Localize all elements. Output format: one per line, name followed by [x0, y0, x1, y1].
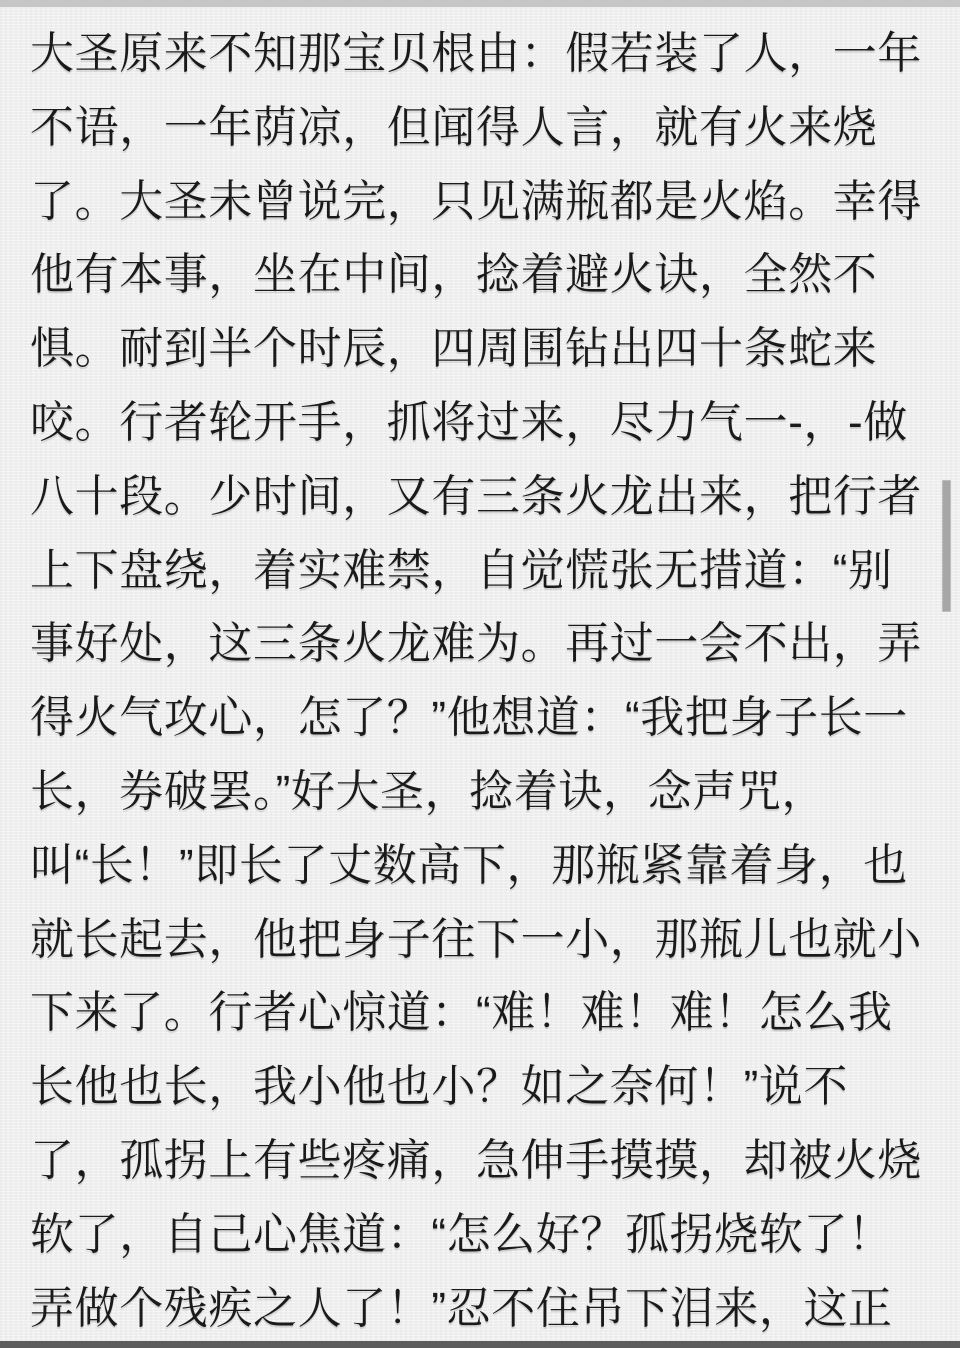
- text-line: 弄做个残疾之人了！”忍不住吊下泪来，这正: [30, 1283, 893, 1333]
- text-line: 大圣原来不知那宝贝根由：假若装了人，一年: [30, 29, 922, 78]
- text-line: 了，孤拐上有些疼痛，急伸手摸摸，却被火烧: [30, 1135, 922, 1185]
- text-line: 软了，自己心焦道：“怎么好？孤拐烧软了！: [30, 1209, 893, 1259]
- scrollbar-thumb[interactable]: [942, 480, 951, 612]
- text-line: 得火气攻心，怎了？”他想道：“我把身子长一: [30, 693, 908, 743]
- text-line: 就长起去，他把身子往下一小，那瓶儿也就小: [30, 914, 922, 964]
- text-line: 叫“长！”即长了丈数高下，那瓶紧靠着身，也: [30, 840, 908, 890]
- reading-area[interactable]: [0, 7, 960, 1348]
- text-line: 上下盘绕，着实难禁，自觉慌张无措道：“别: [30, 545, 893, 595]
- text-line: 他有本事，坐在中间，捻着避火诀，全然不: [30, 250, 878, 300]
- bottom-edge-bar: [0, 1341, 960, 1348]
- text-line: 下来了。行者心惊道：“难！难！难！怎么我: [30, 988, 893, 1038]
- text-line: 咬。行者轮开手，抓将过来，尽力气一-，-做: [30, 397, 908, 447]
- text-line: 事好处，这三条火龙难为。再过一会不出，弄: [30, 619, 922, 669]
- top-edge-bar: [0, 0, 960, 7]
- text-line: 八十段。少时间，又有三条火龙出来，把行者: [30, 471, 922, 521]
- text-line: 长，券破罢。”好大圣，捻着诀，念声咒，: [30, 766, 827, 816]
- text-line: 了。大圣未曾说完，只见满瓶都是火焰。幸得: [30, 176, 922, 226]
- text-line: 不语，一年荫凉，但闻得人言，就有火来烧: [30, 102, 878, 152]
- text-line: 惧。耐到半个时辰，四周围钻出四十条蛇来: [30, 324, 878, 374]
- text-line: 长他也长，我小他也小？如之奈何！”说不: [30, 1062, 849, 1112]
